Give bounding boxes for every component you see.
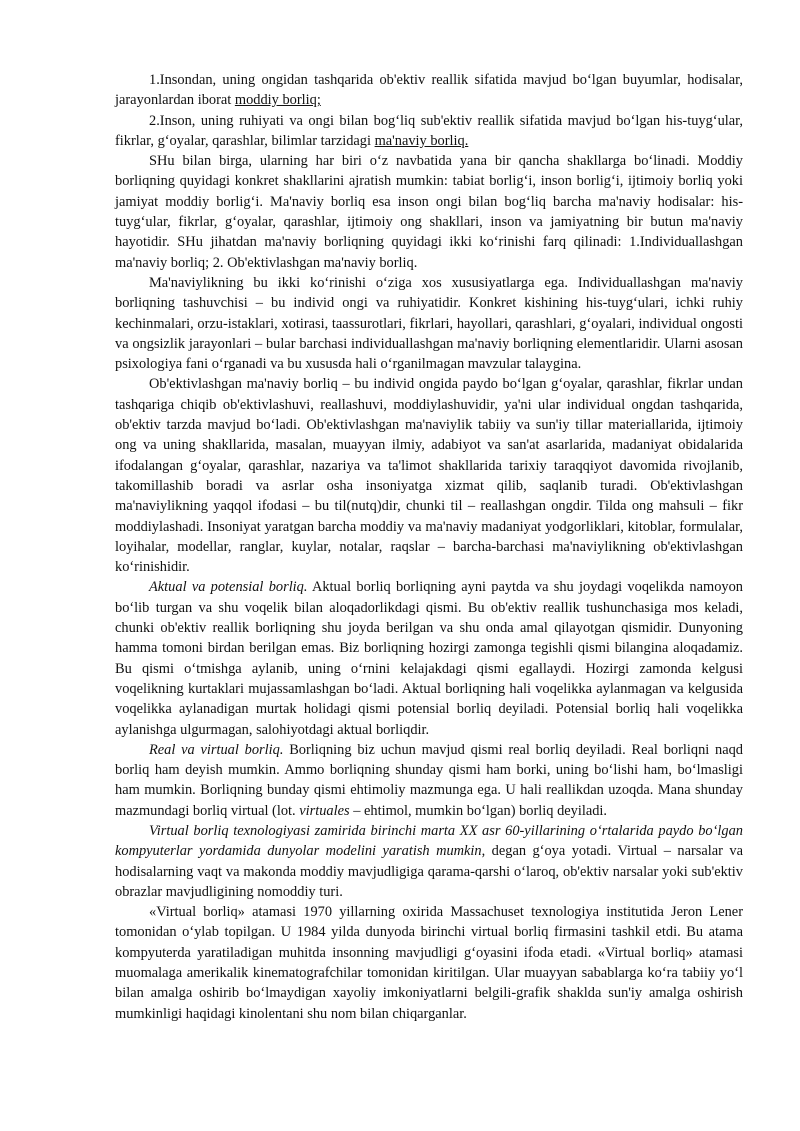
term-manaviy-borliq: ma'naviy borliq. <box>374 132 469 149</box>
paragraph-spiritual-being <box>115 111 743 152</box>
paragraph-objectified-spirituality: Ob'ektivlashgan ma'naviy borliq – bu individ ongida paydo bo‘lgan g‘oyalar, qarashlar, fikrlar undan tashqariga chiqib ob'ektivlashuvi, reallashuvi, moddiylashuvidir, ya'ni ular individual ongdan tashqarida, ob'ektiv tarzda mavjud bo‘ladi. Ob'ektivlashgan ma'naviylik tabiiy va sun'iy tillar materiallarida, ijtimoiy ong va uning shakllarida, masalan, muayyan ilmiy, adabiyot va san'at asarlarida, madaniyat obidalarida ifodalangan g‘oyalar, qarashlar, nazariya va ta'limot shakllarida tarixiy taraqqiyot davomida rivojlanib, takomillashib boradi va asrlar osha insoniyatga xizmat qilib, saqlanib turadi. Ob'ektivlashgan ma'naviylikning yaqqol ifodasi – bu til(nutq)dir, chunki til – reallashgan ongdir. Tilda ong mahsuli – fikr moddiylashadi. Insoniyat yaratgan barcha moddiy va ma'naviy madaniyat yodgorliklari, kitoblar, formulalar, loyihalar, modellar, ranglar, kuylar, notalar, raqslar – barcha-barchasi ma'naviylikning ob'ektivlashgan ko‘rinishidir. <box>115 376 743 576</box>
paragraph-text: Aktual borliq borliqning ayni paytda va shu joydagi voqelikda namoyon bo‘lib turgan va shu voqelik bilan aloqadorlikdagi qismi. Bu ob'ektiv reallik tushunchasiga mos keladi, chunki ob'ektiv reallik borliqning shu joyda berilgan va shu onda amal qilayotgan qismidir. Dunyoning hamma tomoni birdan berilgan emas. Biz borliqning hozirgi zamonga tegishli qismi bilangina aloqadamiz. Bu qismi o‘tmishga aylanib, uning o‘rnini kelajakdagi qismi egallaydi. Hozirgi zamonda kelgusi voqelikning kurtaklari mujassamlashgan bo‘ladi. Aktual borliqning hali voqelikka aylanmagan va kelgusida voqelikka aylanadigan murtak holidagi qismi potensial borliq deyiladi. Potensial borliq hali voqelikka aylanishga ulgurmagan, salohiyotdagi aktual borliqdir. <box>115 579 743 738</box>
section-heading-actual-potential: Aktual va potensial borliq. <box>149 579 308 596</box>
latin-term: virtuales <box>299 802 350 819</box>
paragraph-virtual-technology <box>115 821 743 902</box>
paragraph-actual-potential <box>115 577 743 739</box>
paragraph-virtual-term-history: «Virtual borliq» atamasi 1970 yillarning oxirida Massachuset texnologiya institutida Jeron Lener tomonidan o‘ylab topilgan. U 1984 yilda dunyoda birinchi virtual borliq firmasini tashkil etdi. Bu atama kompyuterda yaratiladigan muhitda insonning mavjudligi g‘oyasini ifoda etadi. «Virtual borliq» atamasi muomalaga amerikalik kinematografchilar tomonidan kiritilgan. Ular muayyan sabablarga ko‘ra tabiiy yo‘l bilan amalga oshirib bo‘lmaydigan xayoliy imkoniyatlarni belgili-grafik shaklda sun'iy amalga oshirish mumkinligi haqidagi kinolentani shu nom bilan chiqarganlar. <box>115 904 743 1022</box>
paragraph-text: , degan g‘oya yotadi. Virtual – narsalar va hodisalarning vaqt va makonda moddiy mavjudligiga qarama-qarshi o‘laroq, ob'ektiv narsalar yoki sub'ektiv obrazlar mavjudligining nomoddiy turi. <box>115 843 743 900</box>
section-heading-real-virtual: Real va virtual borliq. <box>149 741 284 758</box>
paragraph-forms-of-being: SHu bilan birga, ularning har biri o‘z navbatida yana bir qancha shakllarga bo‘linadi. Moddiy borliqning quyidagi konkret shakllarini ajratish mumkin: tabiat borlig‘i, inson borlig‘i, ijtimoiy borliq yoki jamiyat moddiy borlig‘i. Ma'naviy borliq esa inson ongi bilan bog‘liq barcha ma'naviy hodisalar: his-tuyg‘ular, fikrlar, g‘oyalar, qarashlar, ijtimoiy ong shakllari, inson va jamiyatning bir butun ma'naviy hayotidir. SHu jihatdan ma'naviy borliqning quyidagi ikki ko‘rinishi farq qilinadi: 1.Individuallashgan ma'naviy borliq; 2. Ob'ektivlashgan ma'naviy borliq. <box>115 153 743 271</box>
paragraph-text: – ehtimol, mumkin bo‘lgan) borliq deyiladi. <box>349 802 608 819</box>
paragraph-real-virtual <box>115 740 743 821</box>
paragraph-individualized-spirituality: Ma'naviylikning bu ikki ko‘rinishi o‘ziga xos xususiyatlarga ega. Individuallashgan ma'naviy borliqning tashuvchisi – bu individ ongi va ruhiyatidir. Konkret kishining his-tuyg‘ulari, ichki ruhiy kechinmalari, orzu-istaklari, xotirasi, taassurotlari, fikrlari, hayollari, qarashlari, g‘oyalari, individual ongosti va ongsizlik jarayonlari – bular barchasi individuallashgan ma'naviy borliqning elementlaridir. Ularni asosan psixologiya fani o‘rganadi va bu xususda hali o‘rganilmagan mavzular talaygina. <box>115 274 743 373</box>
italic-statement: Virtual borliq texnologiyasi zamirida birinchi marta XX asr 60-yillarining o‘rtalarida paydo bo‘lgan kompyuterlar yordamida dunyolar modelini yaratish mumkin <box>115 822 743 860</box>
paragraph-text: 1.Insondan, uning ongidan tashqarida ob'ektiv reallik sifatida mavjud bo‘lgan buyumlar, hodisalar, jarayonlardan iborat <box>115 72 743 109</box>
term-moddiy-borliq: moddiy borliq; <box>234 92 321 109</box>
paragraph-text: 2.Inson, uning ruhiyati va ongi bilan bog‘liq sub'ektiv reallik sifatida mavjud bo‘lgan his-tuyg‘ular, fikrlar, g‘oyalar, qarashlar, bilimlar tarzidagi <box>115 112 743 149</box>
paragraph-material-being <box>115 70 743 111</box>
paragraph-text: Borliqning biz uchun mavjud qismi real borliq deyiladi. Real borliqni naqd borliq ham deyish mumkin. Ammo borliqning shunday qismi ham borki, uning bo‘lishi ham, bo‘lmasligi ham mumkin. Borliqning bunday qismi ehtimoliy mazmunga ega. U hali reallikdan uzoqda. Mana shunday mazmundagi borliq virtual (lot. <box>115 741 744 819</box>
